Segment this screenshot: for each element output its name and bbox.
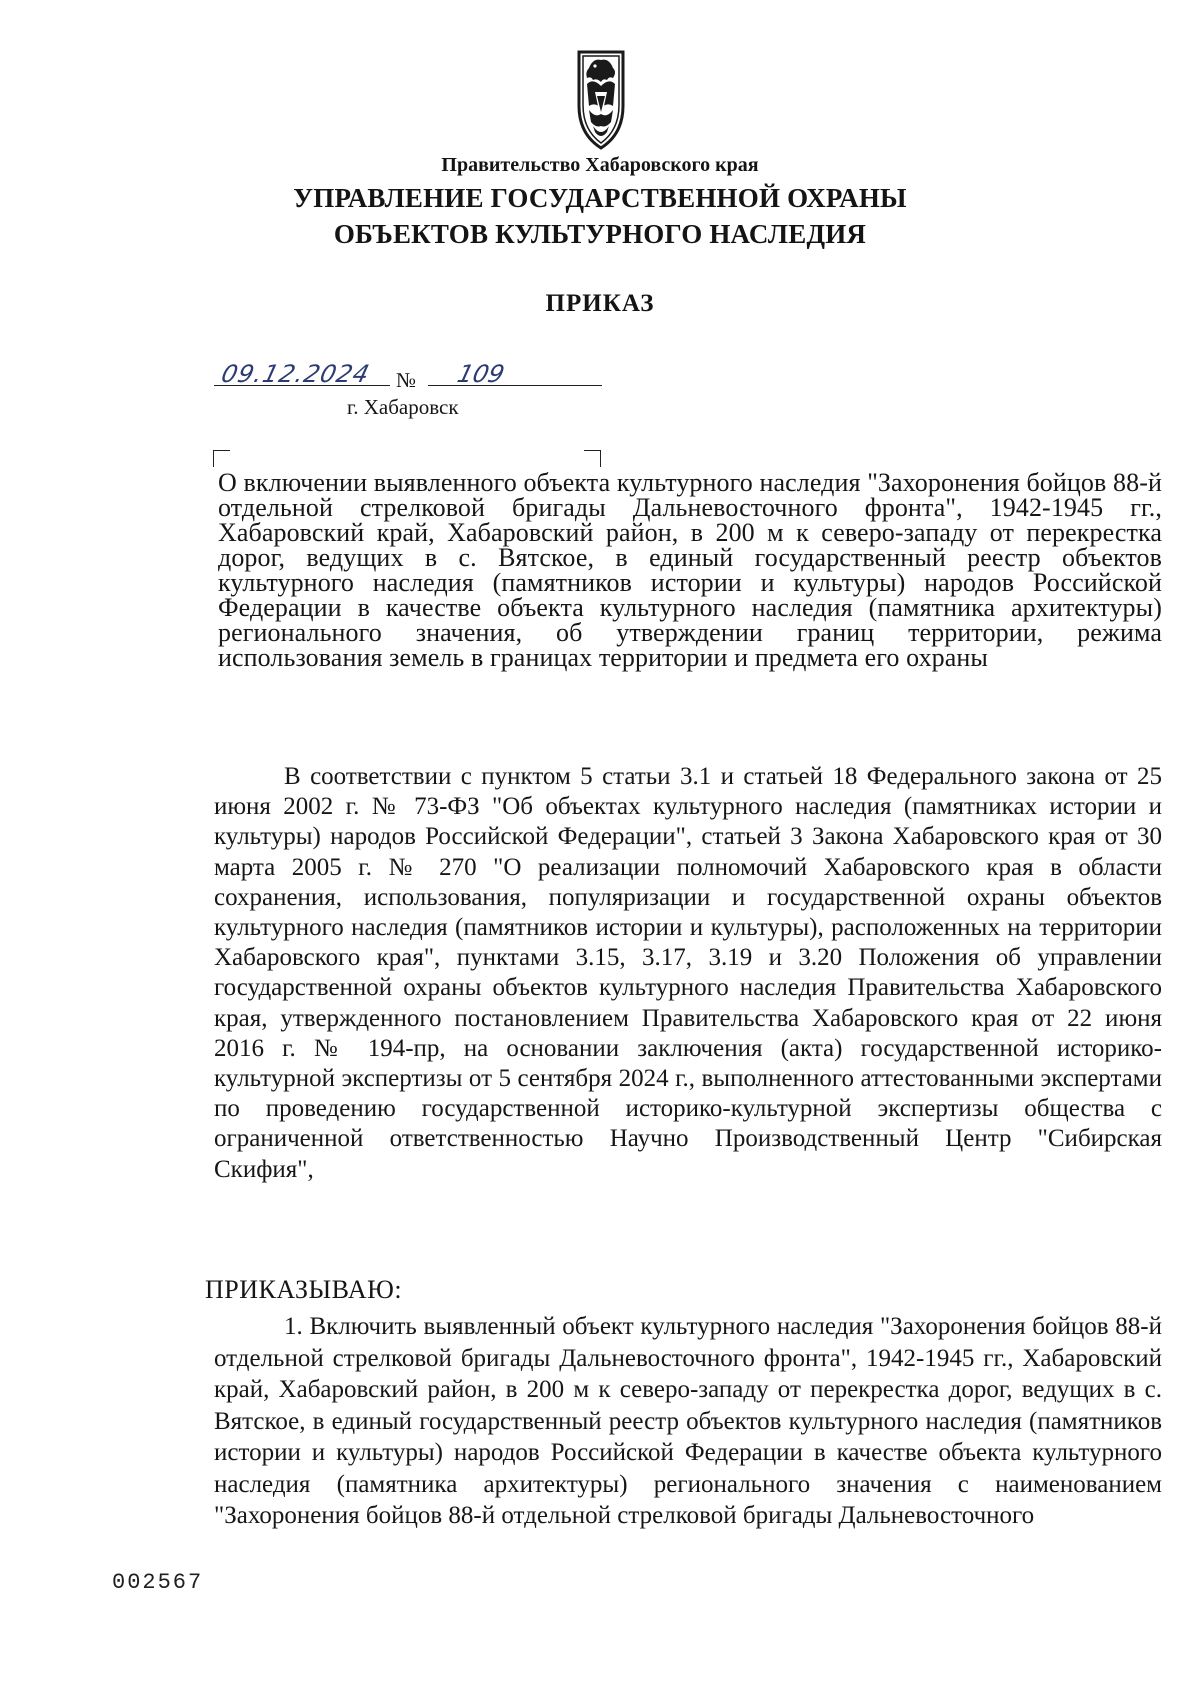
preamble-paragraph: В соответствии с пунктом 5 статьи 3.1 и статьей 18 Федерального закона от 25 июня 2002 г. № 73-ФЗ "Об объектах культурного наследия (памятниках истории и культуры) народов Российской Федерации", статьей 3 Закона Хабаровского края от 30 марта 2005 г. № 270 "О реализации полномочий Хабаровского края в области сохранения, использования, популяризации и государственной охраны объектов культурного наследия (памятников истории и культуры), расположенных на территории Хабаровского края", пунктами 3.15, 3.17, 3.19 и 3.20 Положения об управлении государственной охраны объектов культурного наследия Правительства Хабаровского края, утвержденного постановлением Правительства Хабаровского края от 22 июня 2016 г. № 194-пр, на основании заключения (акта) государственной историко-культурной экспертизы от 5 сентября 2024 г., выполненного аттестованными экспертами по проведению государственной историко-культурной экспертизы общества с ограниченной ответственностью Научно Производственный Центр "Сибирская Скифия", xyxy=(214,763,1162,1183)
number-sign: № xyxy=(396,368,417,392)
department-title-line2: ОБЪЕКТОВ КУЛЬТУРНОГО НАСЛЕДИЯ xyxy=(333,219,867,249)
department-title-line1: УПРАВЛЕНИЕ ГОСУДАРСТВЕННОЙ ОХРАНЫ xyxy=(293,183,907,213)
registration-number: 002567 xyxy=(112,1570,204,1595)
document-body xyxy=(214,762,1162,1185)
coat-of-arms-icon xyxy=(573,48,629,152)
document-type: ПРИКАЗ xyxy=(545,290,655,317)
order-word: ПРИКАЗЫВАЮ: xyxy=(205,1275,403,1304)
document-subject: О включении выявленного объекта культурного наследия "Захоронения бойцов 88-й отдельной стрелковой бригады Дальневосточного фронта", 1942-1945 гг., Хабаровский край, Хабаровский район, в 200 м к северо-западу от перекрестка дорог, ведущих в с. Вятское, в единый государственный реестр объектов культурного наследия (памятников истории и культуры) народов Российской Федерации в качестве объекта культурного наследия (памятника архитектуры) регионального значения, об утверждении границ территории, режима использования земель в границах территории и предмета его охраны xyxy=(218,468,1162,672)
subject-corner-left xyxy=(213,450,230,467)
subject-corner-right xyxy=(584,450,601,467)
document-city: г. Хабаровск xyxy=(347,395,459,419)
government-name: Правительство Хабаровского края xyxy=(441,154,759,176)
order-item-1: 1. Включить выявленный объект культурного наследия "Захоронения бойцов 88-й отдельной стрелковой бригады Дальневосточного фронта", 1942-1945 гг., Хабаровский край, Хабаровский район, в 200 м к северо-западу от перекрестка дорог, ведущих в с. Вятское, в единый государственный реестр объектов культурного наследия (памятников истории и культуры) народов Российской Федерации в качестве объекта культурного наследия (памятника архитектуры) регионального значения с наименованием "Захоронения бойцов 88-й отдельной стрелковой бригады Дальневосточного xyxy=(214,1313,1162,1529)
document-number: 109 xyxy=(454,360,508,388)
document-date: 09.12.2024 xyxy=(218,360,373,388)
